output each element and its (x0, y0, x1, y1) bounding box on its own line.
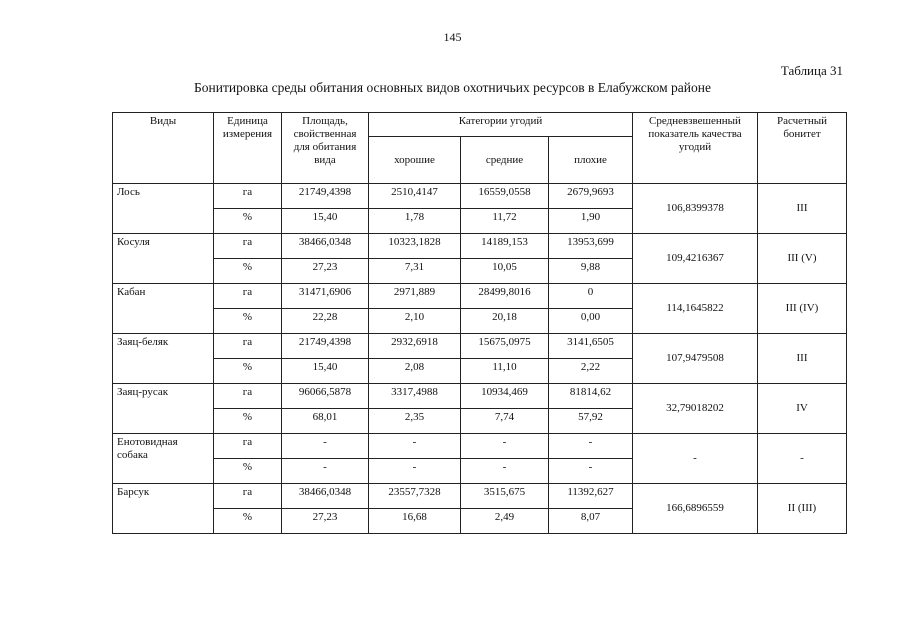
poor-cell: 0 (549, 284, 633, 309)
good-cell: 16,68 (369, 509, 461, 534)
poor-cell: 2679,9693 (549, 184, 633, 209)
poor-cell: - (549, 434, 633, 459)
unit-cell: га (214, 484, 282, 509)
species-cell: Заяц-русак (113, 384, 214, 434)
quality-cell: 166,6896559 (633, 484, 758, 534)
table-row (113, 384, 847, 409)
medium-cell: 16559,0558 (461, 184, 549, 209)
unit-cell: % (214, 359, 282, 384)
area-cell: 38466,0348 (282, 234, 369, 259)
species-cell: Енотовидная собака (113, 434, 214, 484)
area-cell: 27,23 (282, 259, 369, 284)
table-row (113, 484, 847, 509)
area-cell: 68,01 (282, 409, 369, 434)
area-cell: - (282, 459, 369, 484)
header-row (113, 113, 847, 137)
medium-cell: 28499,8016 (461, 284, 549, 309)
bonitet-cell: II (III) (758, 484, 847, 534)
quality-cell: - (633, 434, 758, 484)
poor-cell: - (549, 459, 633, 484)
species-cell: Лось (113, 184, 214, 234)
table-title: Бонитировка среды обитания основных видов охотничьих ресурсов в Елабужском районе (194, 80, 711, 95)
medium-cell: 15675,0975 (461, 334, 549, 359)
medium-cell: 10934,469 (461, 384, 549, 409)
medium-cell: 2,49 (461, 509, 549, 534)
poor-cell: 0,00 (549, 309, 633, 334)
table-row (113, 284, 847, 309)
poor-cell: 1,90 (549, 209, 633, 234)
quality-cell: 114,1645822 (633, 284, 758, 334)
unit-cell: га (214, 334, 282, 359)
header-unit: Единица измерения (214, 113, 282, 184)
bonitet-cell: III (IV) (758, 284, 847, 334)
good-cell: 2510,4147 (369, 184, 461, 209)
good-cell: 2,08 (369, 359, 461, 384)
poor-cell: 11392,627 (549, 484, 633, 509)
species-cell: Заяц-беляк (113, 334, 214, 384)
area-cell: 21749,4398 (282, 334, 369, 359)
area-cell: 15,40 (282, 359, 369, 384)
header-good: хорошие (369, 137, 461, 184)
unit-cell: % (214, 309, 282, 334)
bonitet-cell: IV (758, 384, 847, 434)
good-cell: 2932,6918 (369, 334, 461, 359)
poor-cell: 13953,699 (549, 234, 633, 259)
medium-cell: 20,18 (461, 309, 549, 334)
unit-cell: % (214, 209, 282, 234)
area-cell: 27,23 (282, 509, 369, 534)
medium-cell: 7,74 (461, 409, 549, 434)
unit-cell: га (214, 284, 282, 309)
unit-cell: га (214, 384, 282, 409)
poor-cell: 9,88 (549, 259, 633, 284)
header-quality: Средневзвешенный показатель качества угодий (633, 113, 758, 184)
header-categories: Категории угодий (369, 113, 633, 137)
unit-cell: га (214, 434, 282, 459)
quality-cell: 106,8399378 (633, 184, 758, 234)
good-cell: 2,10 (369, 309, 461, 334)
table-label: Таблица 31 (780, 63, 843, 78)
good-cell: - (369, 459, 461, 484)
good-cell: 7,31 (369, 259, 461, 284)
bonitet-cell: III (758, 184, 847, 234)
header-area: Площадь, свойственная для обитания вида (282, 113, 369, 184)
table-row (113, 184, 847, 209)
bonitet-cell: - (758, 434, 847, 484)
poor-cell: 8,07 (549, 509, 633, 534)
area-cell: 38466,0348 (282, 484, 369, 509)
unit-cell: % (214, 509, 282, 534)
quality-cell: 109,4216367 (633, 234, 758, 284)
medium-cell: 3515,675 (461, 484, 549, 509)
bonitet-cell: III (V) (758, 234, 847, 284)
quality-cell: 32,79018202 (633, 384, 758, 434)
unit-cell: га (214, 234, 282, 259)
area-cell: 15,40 (282, 209, 369, 234)
good-cell: - (369, 434, 461, 459)
species-cell: Кабан (113, 284, 214, 334)
quality-cell: 107,9479508 (633, 334, 758, 384)
table-body (113, 184, 847, 534)
poor-cell: 3141,6505 (549, 334, 633, 359)
table-row (113, 334, 847, 359)
unit-cell: % (214, 259, 282, 284)
medium-cell: 11,72 (461, 209, 549, 234)
species-cell: Косуля (113, 234, 214, 284)
good-cell: 23557,7328 (369, 484, 461, 509)
table-row (113, 434, 847, 459)
medium-cell: 11,10 (461, 359, 549, 384)
good-cell: 3317,4988 (369, 384, 461, 409)
area-cell: 21749,4398 (282, 184, 369, 209)
medium-cell: 10,05 (461, 259, 549, 284)
good-cell: 2971,889 (369, 284, 461, 309)
poor-cell: 81814,62 (549, 384, 633, 409)
area-cell: 96066,5878 (282, 384, 369, 409)
medium-cell: 14189,153 (461, 234, 549, 259)
good-cell: 2,35 (369, 409, 461, 434)
header-poor: плохие (549, 137, 633, 184)
unit-cell: % (214, 459, 282, 484)
poor-cell: 2,22 (549, 359, 633, 384)
species-cell: Барсук (113, 484, 214, 534)
table-row (113, 234, 847, 259)
poor-cell: 57,92 (549, 409, 633, 434)
good-cell: 10323,1828 (369, 234, 461, 259)
area-cell: 22,28 (282, 309, 369, 334)
medium-cell: - (461, 434, 549, 459)
header-medium: средние (461, 137, 549, 184)
area-cell: 31471,6906 (282, 284, 369, 309)
header-species: Виды (113, 113, 214, 184)
medium-cell: - (461, 459, 549, 484)
habitat-bonitet-table (112, 112, 847, 534)
bonitet-cell: III (758, 334, 847, 384)
page-number: 145 (443, 30, 462, 44)
unit-cell: га (214, 184, 282, 209)
header-bonitet: Расчетный бонитет (758, 113, 847, 184)
unit-cell: % (214, 409, 282, 434)
area-cell: - (282, 434, 369, 459)
good-cell: 1,78 (369, 209, 461, 234)
